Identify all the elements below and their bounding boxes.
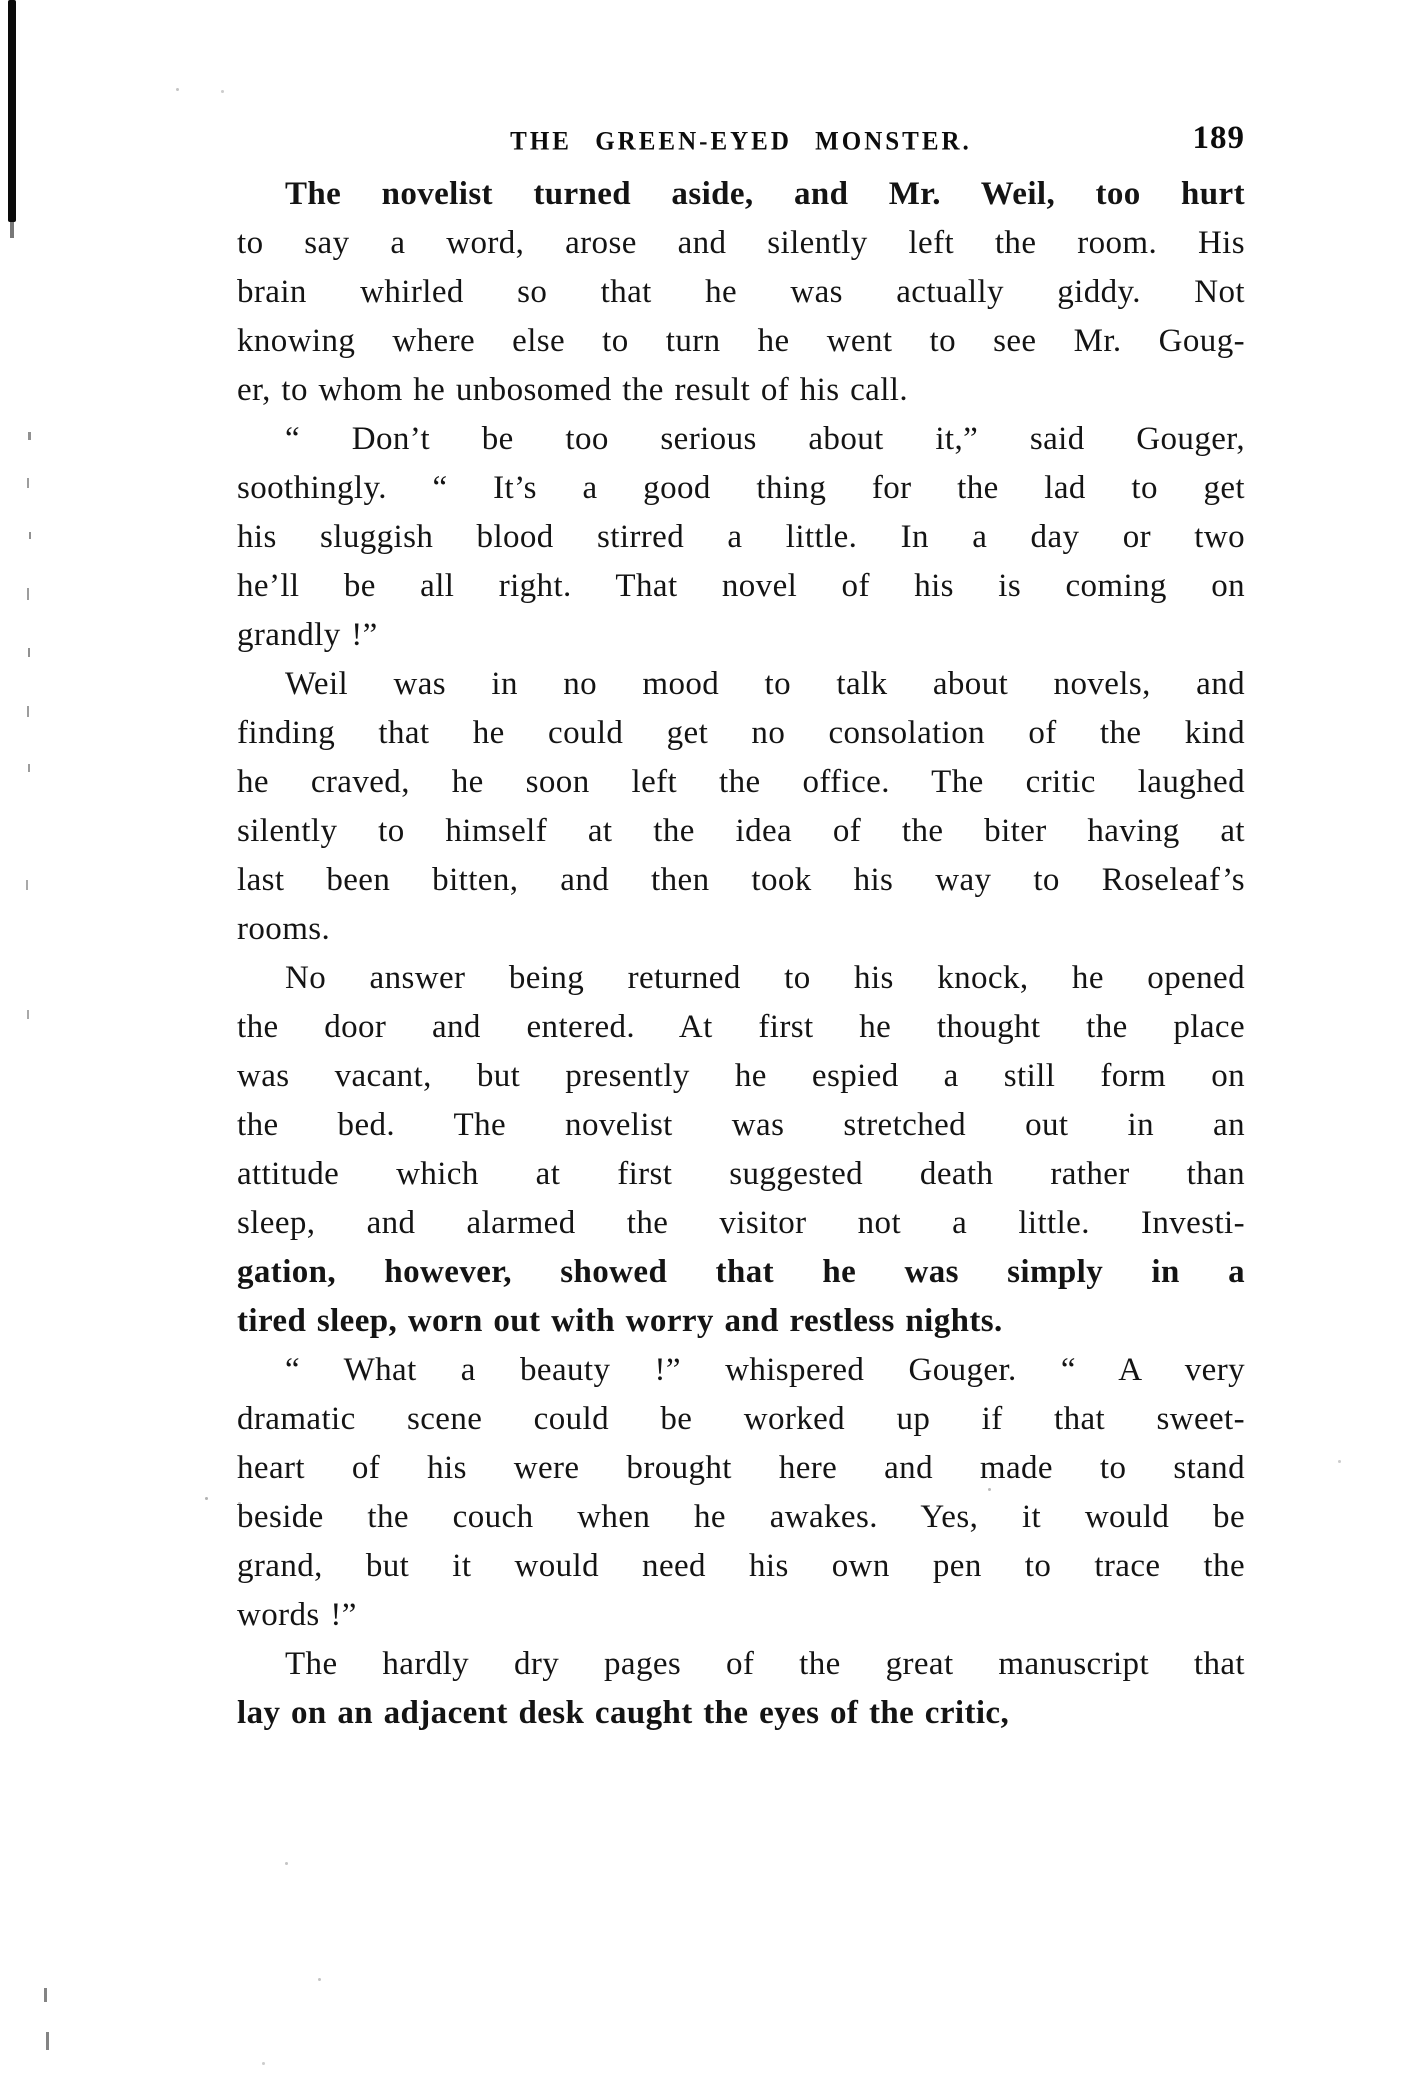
text-line: attitude which at first suggested death rather than xyxy=(237,1156,1245,1192)
text-line: Weil was in no mood to talk about novels, and xyxy=(285,666,1245,702)
scan-speck xyxy=(238,1502,241,1505)
scan-artifact xyxy=(27,478,29,488)
scan-artifact xyxy=(27,1010,29,1019)
page-body xyxy=(237,170,1245,1738)
paragraph xyxy=(237,954,1245,1346)
scan-artifact xyxy=(8,0,16,222)
text-line: The novelist turned aside, and Mr. Weil, too hurt xyxy=(285,176,1245,212)
paragraph xyxy=(237,660,1245,954)
text-line: he’ll be all right. That novel of his is coming on xyxy=(237,568,1245,604)
text-line: soothingly. “ It’s a good thing for the lad to get xyxy=(237,470,1245,506)
text-line: sleep, and alarmed the visitor not a little. Investi- xyxy=(237,1205,1245,1241)
scan-speck xyxy=(176,88,179,91)
text-line: rooms. xyxy=(237,911,331,947)
text-line: “ Don’t be too serious about it,” said Gouger, xyxy=(285,421,1245,457)
text-line: “ What a beauty !” whispered Gouger. “ A very xyxy=(285,1352,1245,1388)
scan-speck xyxy=(285,1862,288,1865)
text-line: he craved, he soon left the office. The critic laughed xyxy=(237,764,1245,800)
text-line: dramatic scene could be worked up if that sweet- xyxy=(237,1401,1245,1437)
text-line: beside the couch when he awakes. Yes, it would be xyxy=(237,1499,1245,1535)
text-line: last been bitten, and then took his way to Roseleaf’s xyxy=(237,862,1245,898)
scan-artifact xyxy=(10,222,14,238)
paragraph xyxy=(237,415,1245,660)
scan-artifact xyxy=(44,1988,47,2002)
scan-speck xyxy=(988,1488,991,1491)
text-line: The hardly dry pages of the great manuscript that xyxy=(285,1646,1245,1682)
text-line: heart of his were brought here and made to stand xyxy=(237,1450,1245,1486)
text-line: the door and entered. At first he thought the place xyxy=(237,1009,1245,1045)
text-line: silently to himself at the idea of the biter having at xyxy=(237,813,1245,849)
text-line: tired sleep, worn out with worry and restless nights. xyxy=(237,1303,1003,1339)
text-line: knowing where else to turn he went to see Mr. Goug- xyxy=(237,323,1245,359)
chapter-title: THE GREEN-EYED MONSTER. xyxy=(510,127,972,156)
text-line: to say a word, arose and silently left the room. His xyxy=(237,225,1245,261)
text-line: was vacant, but presently he espied a still form on xyxy=(237,1058,1245,1094)
text-line: gation, however, showed that he was simply in a xyxy=(237,1254,1245,1290)
text-line: er, to whom he unbosomed the result of his call. xyxy=(237,372,908,408)
scan-artifact xyxy=(27,588,29,600)
scan-speck xyxy=(205,1497,208,1500)
scan-speck xyxy=(262,2062,265,2065)
scan-speck xyxy=(318,1978,321,1981)
scan-artifact xyxy=(46,2032,49,2050)
page-number: 189 xyxy=(1192,120,1245,156)
text-line: the bed. The novelist was stretched out in an xyxy=(237,1107,1245,1143)
paragraph xyxy=(237,1640,1245,1738)
scan-artifact xyxy=(29,532,31,539)
text-line: grandly !” xyxy=(237,617,378,653)
scan-artifact xyxy=(28,648,30,657)
scan-artifact xyxy=(26,880,28,890)
scan-artifact xyxy=(27,706,29,717)
text-line: words !” xyxy=(237,1597,357,1633)
text-line: grand, but it would need his own pen to trace the xyxy=(237,1548,1245,1584)
text-line: his sluggish blood stirred a little. In a day or two xyxy=(237,519,1245,555)
scan-speck xyxy=(221,90,224,93)
text-line: finding that he could get no consolation of the kind xyxy=(237,715,1245,751)
scan-artifact xyxy=(28,432,31,440)
paragraph xyxy=(237,170,1245,415)
paragraph xyxy=(237,1346,1245,1640)
text-line: No answer being returned to his knock, he opened xyxy=(285,960,1245,996)
text-line: brain whirled so that he was actually giddy. Not xyxy=(237,274,1245,310)
scan-artifact xyxy=(28,764,30,772)
text-line: lay on an adjacent desk caught the eyes of the critic, xyxy=(237,1695,1010,1731)
running-head xyxy=(237,120,1245,168)
scan-speck xyxy=(1338,1460,1341,1463)
